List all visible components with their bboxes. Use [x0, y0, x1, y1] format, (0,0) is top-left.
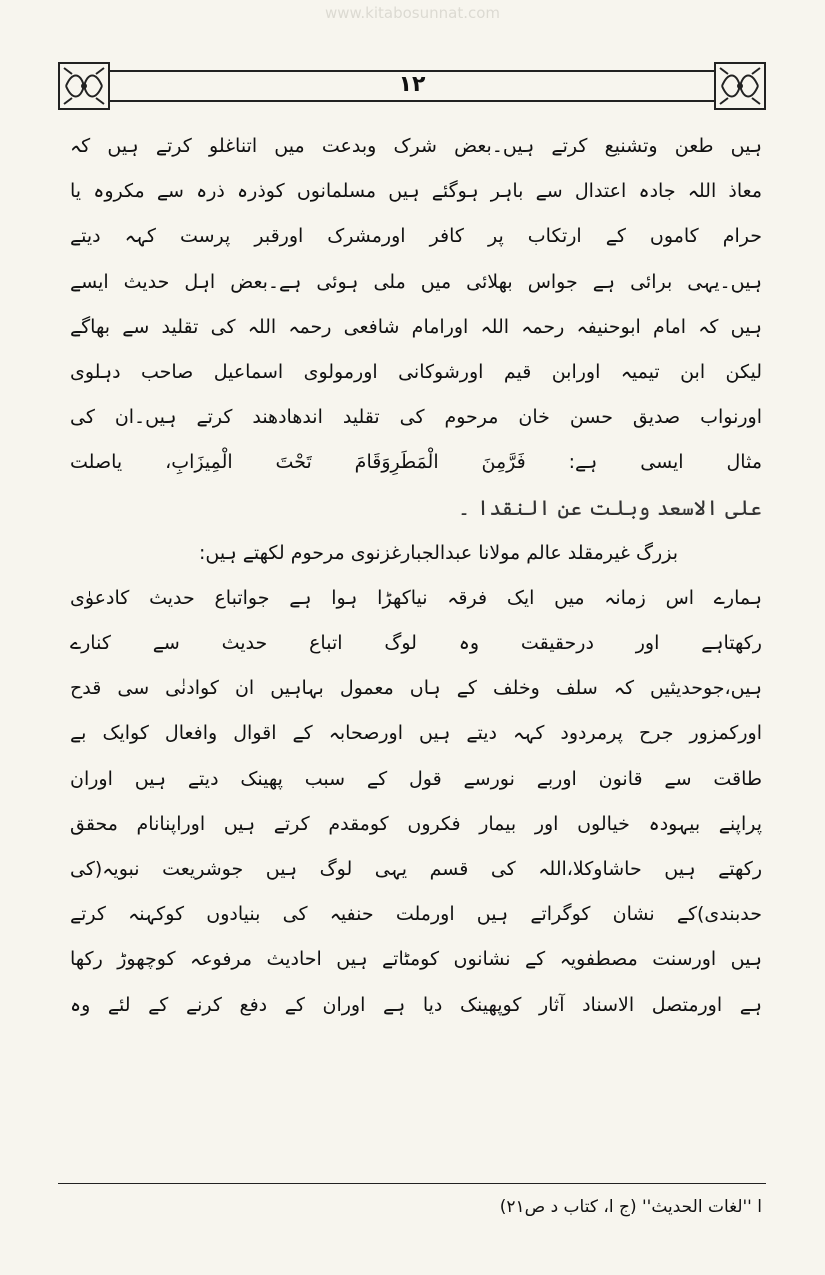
- quote-line: رکھتے ہیں حاشاوکلا،اللہ کی قسم یہی لوگ ہیں جوشریعت نبویہ(کی: [70, 858, 762, 880]
- quote-line: پراپنے بیہودہ خیالوں اور بیمار فکروں کومقدم کرتے ہیں اوراپنانام محقق: [70, 812, 762, 835]
- quote-line: رکھتاہے اور درحقیقت وہ لوگ اتباع حدیث سے کنارے: [70, 632, 762, 655]
- main-text-body: [70, 124, 762, 1028]
- footnote: ا ''لغات الحدیث'' (ج ا، کتاب د ص۲۱): [499, 1197, 762, 1217]
- header-bottom-rule: [108, 100, 716, 102]
- text-line: اورنواب صدیق حسن خان مرحوم کی تقلید اندھادھند کرتے ہیں۔ان کی: [70, 406, 762, 429]
- text-line: معاذ اللہ جادہ اعتدال سے باہر ہوگئے ہیں مسلمانوں کوذرہ ذرہ سے مکروہ یا: [70, 180, 762, 203]
- text-line-arabic-proverb: مثال ایسی ہے: فَرَّمِنَ الْمَطَرِوَقَامَ تَحْتَ الْمِيزَابِ، یاصلت: [70, 451, 762, 474]
- quote-line: ہیں اورسنت مصطفویہ کے نشانوں کومٹاتے ہیں احادیث مرفوعہ کوچھوڑ رکھا: [70, 948, 762, 971]
- footnote-divider: [58, 1183, 766, 1184]
- text-line: حرام کاموں کے ارتکاب پر کافر اورمشرک اورقبر پرست کہہ دیتے: [70, 225, 762, 248]
- quote-line: اورکمزور جرح پرمردود کہہ دیتے ہیں اورصحابہ کے اقوال وافعال کوایک بے: [70, 722, 762, 745]
- text-line: لیکن ابن تیمیہ اورابن قیم اورشوکانی اورمولوی اسماعیل صاحب دہلوی: [70, 360, 762, 383]
- quote-line: حدبندی)کے نشان کوگراتے ہیں اورملت حنفیہ کی بنیادوں کوکہنہ کرتے: [70, 903, 762, 926]
- page-number: ۱۲: [398, 72, 426, 97]
- quote-line: طاقت سے قانون اوربے نورسے قول کے سبب پھینک دیتے ہیں اوران: [70, 767, 762, 790]
- quote-intro-line: بزرگ غیرمقلد عالم مولانا عبدالجبارغزنوی مرحوم لکھتے ہیں:: [199, 541, 678, 564]
- quote-line: ہمارے اس زمانہ میں ایک فرقہ نیاکھڑا ہوا ہے جواتباع حدیث کادعوٰی: [70, 586, 762, 609]
- text-line: ہیں کہ امام ابوحنیفہ رحمہ اللہ اورامام شافعی رحمہ اللہ کی تقلید سے بھاگے: [70, 315, 762, 338]
- text-line-arabic-proverb: علی الاسعد وبلت عن النقدا ۔: [457, 495, 762, 520]
- text-line: ہیں۔یہی برائی ہے جواس بھلائی میں ملی ہوئی ہے۔بعض اہل حدیث ایسے: [70, 270, 762, 293]
- page-header: [58, 62, 766, 112]
- watermark: www.kitabosunnat.com: [324, 4, 501, 22]
- floral-ornament-icon: [714, 62, 766, 110]
- quote-line: ہیں،جوحدیثیں کہ سلف وخلف کے ہاں معمول بہاہیں ان کوادنٰی سی قدح: [70, 677, 762, 700]
- text-line: ہیں طعن وتشنیع کرتے ہیں۔بعض شرک وبدعت میں اتناغلو کرتے ہیں کہ: [70, 135, 762, 157]
- quote-line: ہے اورمتصل الاسناد آثار کوپھینک دیا ہے اوران کے دفع کرنے کے لئے وہ: [70, 993, 762, 1016]
